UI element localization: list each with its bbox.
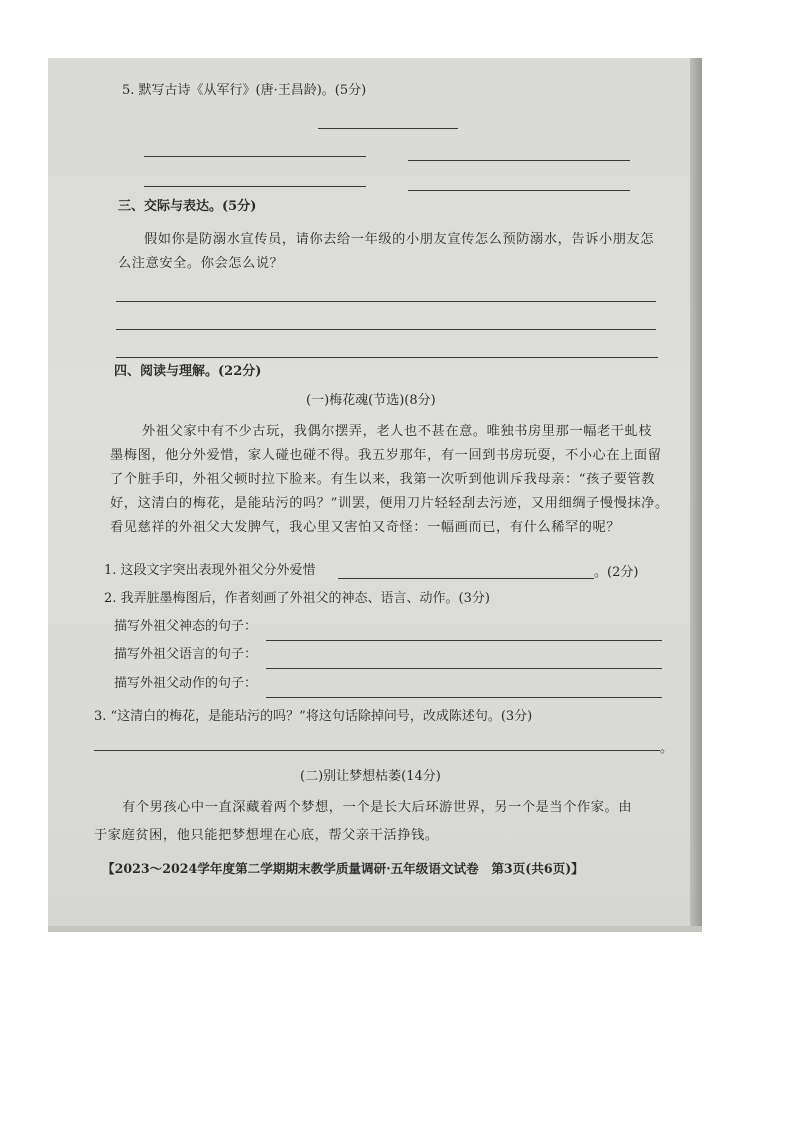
passage-line: 外祖父家中有不少古玩，我偶尔摆弄，老人也不甚在意。唯独书房里那一幅老干虬枝 [142, 424, 653, 439]
passage-line: 墨梅图，他分外爱惜，家人碰也碰不得。我五岁那年，有一回到书房玩耍，不小心在上面留 [110, 448, 662, 463]
question-5: 5. 默写古诗《从军行》(唐·王昌龄)。(5分) [122, 83, 367, 98]
answer-line [408, 190, 630, 191]
section-3-heading: 三、交际与表达。(5分) [118, 199, 257, 214]
answer-line [116, 357, 658, 358]
answer-line [338, 578, 594, 579]
passage-line: 看见慈祥的外祖父大发脾气，我心里又害怕又奇怪：一幅画而已，有什么稀罕的呢？ [110, 520, 621, 535]
question-2: 2. 我弄脏墨梅图后，作者刻画了外祖父的神态、语言、动作。(3分) [104, 591, 490, 606]
answer-line [266, 640, 662, 641]
section-4-heading: 四、阅读与理解。(22分) [114, 364, 262, 379]
answer-line [144, 156, 366, 157]
answer-line [266, 668, 662, 669]
question-1: 1. 这段文字突出表现外祖父分外爱惜 [104, 563, 316, 578]
passage-line: 好，这清白的梅花，是能玷污的吗？”训罢，便用刀片轻轻刮去污迹，又用细绸子慢慢抹净。 [110, 496, 669, 511]
page-edge-shadow [690, 58, 702, 932]
answer-line-title [318, 128, 458, 129]
question-3: 3. “这清白的梅花，是能玷污的吗？”将这句话除掉问号，改成陈述句。(3分) [94, 709, 533, 724]
answer-line [408, 160, 630, 161]
answer-line [144, 186, 366, 187]
question-2a-label: 描写外祖父神态的句子： [114, 619, 258, 634]
answer-line [116, 301, 656, 302]
page-footer: 【2023～2024学年度第二学期期末教学质量调研·五年级语文试卷 第3页(共6页)】 [102, 861, 584, 876]
passage-line: 有个男孩心中一直深藏着两个梦想，一个是长大后环游世界，另一个是当个作家。由 [122, 800, 633, 815]
answer-line [116, 329, 656, 330]
question-2c-label: 描写外祖父动作的句子： [114, 676, 258, 691]
passage-line: 了个脏手印，外祖父顿时拉下脸来。有生以来，我第一次听到他训斥我母亲：“孩子要管教 [110, 472, 656, 487]
passage-2-title: (二)别让梦想枯萎(14分) [300, 769, 441, 784]
passage-1-title: (一)梅花魂(节选)(8分) [306, 393, 436, 408]
passage-line: 于家庭贫困，他只能把梦想埋在心底，帮父亲干活挣钱。 [94, 828, 439, 843]
page-bottom-edge [48, 926, 702, 932]
section-3-prompt: 假如你是防溺水宣传员，请你去给一年级的小朋友宣传怎么预防溺水，告诉小朋友怎 [144, 232, 655, 247]
answer-line [266, 697, 662, 698]
question-2b-label: 描写外祖父语言的句子： [114, 647, 258, 662]
photographed-exam-page [48, 58, 702, 932]
section-3-prompt: 么注意安全。你会怎么说？ [118, 256, 284, 271]
answer-line [94, 750, 660, 751]
question-1-tail: 。(2分) [594, 565, 639, 580]
question-3-tail: 。 [660, 741, 674, 756]
